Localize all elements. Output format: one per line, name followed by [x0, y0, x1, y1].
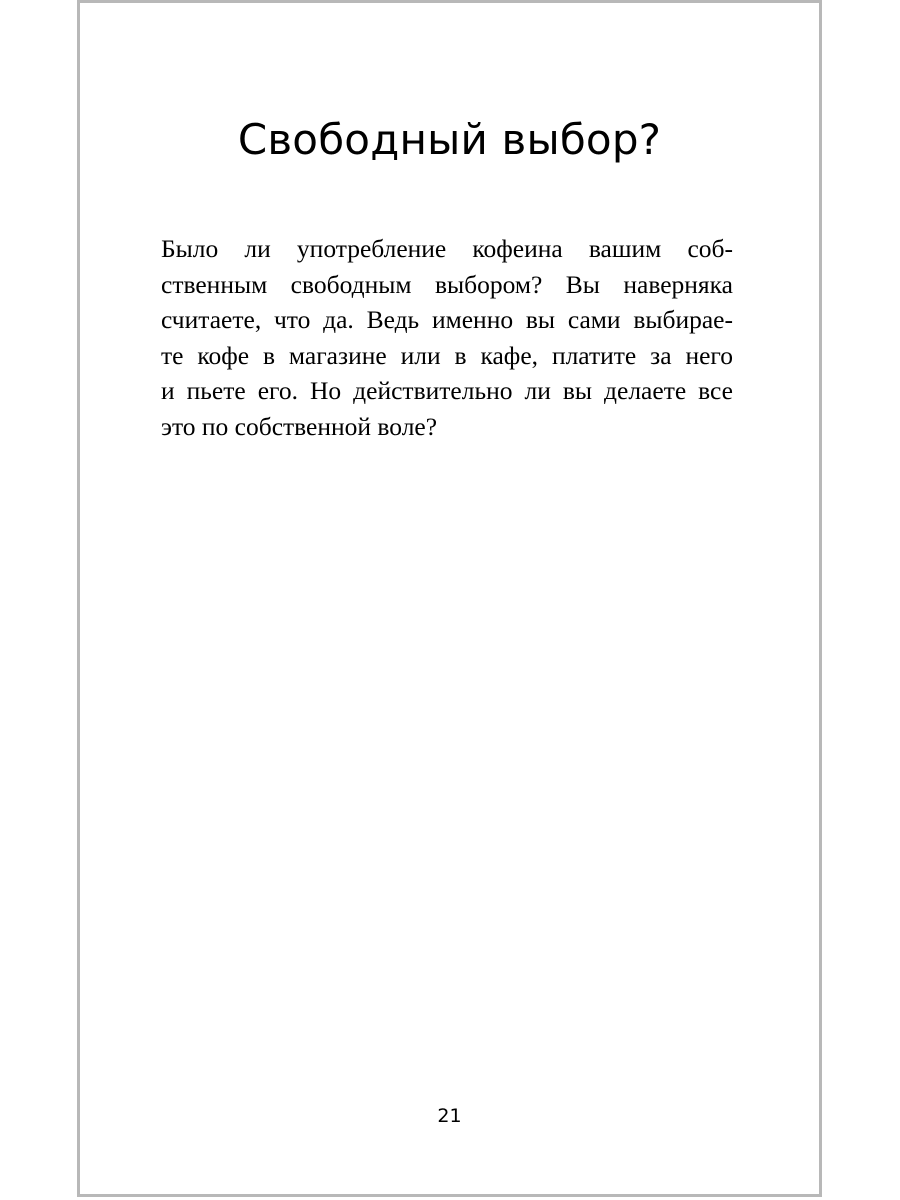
body-paragraph: [161, 231, 733, 444]
body-line: те кофе в магазине или в кафе, платите за него: [161, 340, 733, 370]
body-line: Было ли употребление кофеина вашим соб-: [161, 234, 733, 263]
body-line: и пьете его. Но действительно ли вы делаете все: [161, 376, 733, 405]
page-number: 21: [437, 1105, 462, 1127]
body-line: ственным свободным выбором? Вы наверняка: [161, 269, 733, 299]
body-line: считаете, что да. Ведь именно вы сами выбирае-: [161, 305, 733, 334]
page-frame: [77, 0, 822, 1197]
page-title: Свободный выбор?: [237, 115, 662, 164]
body-line: это по собственной воле?: [161, 411, 438, 441]
